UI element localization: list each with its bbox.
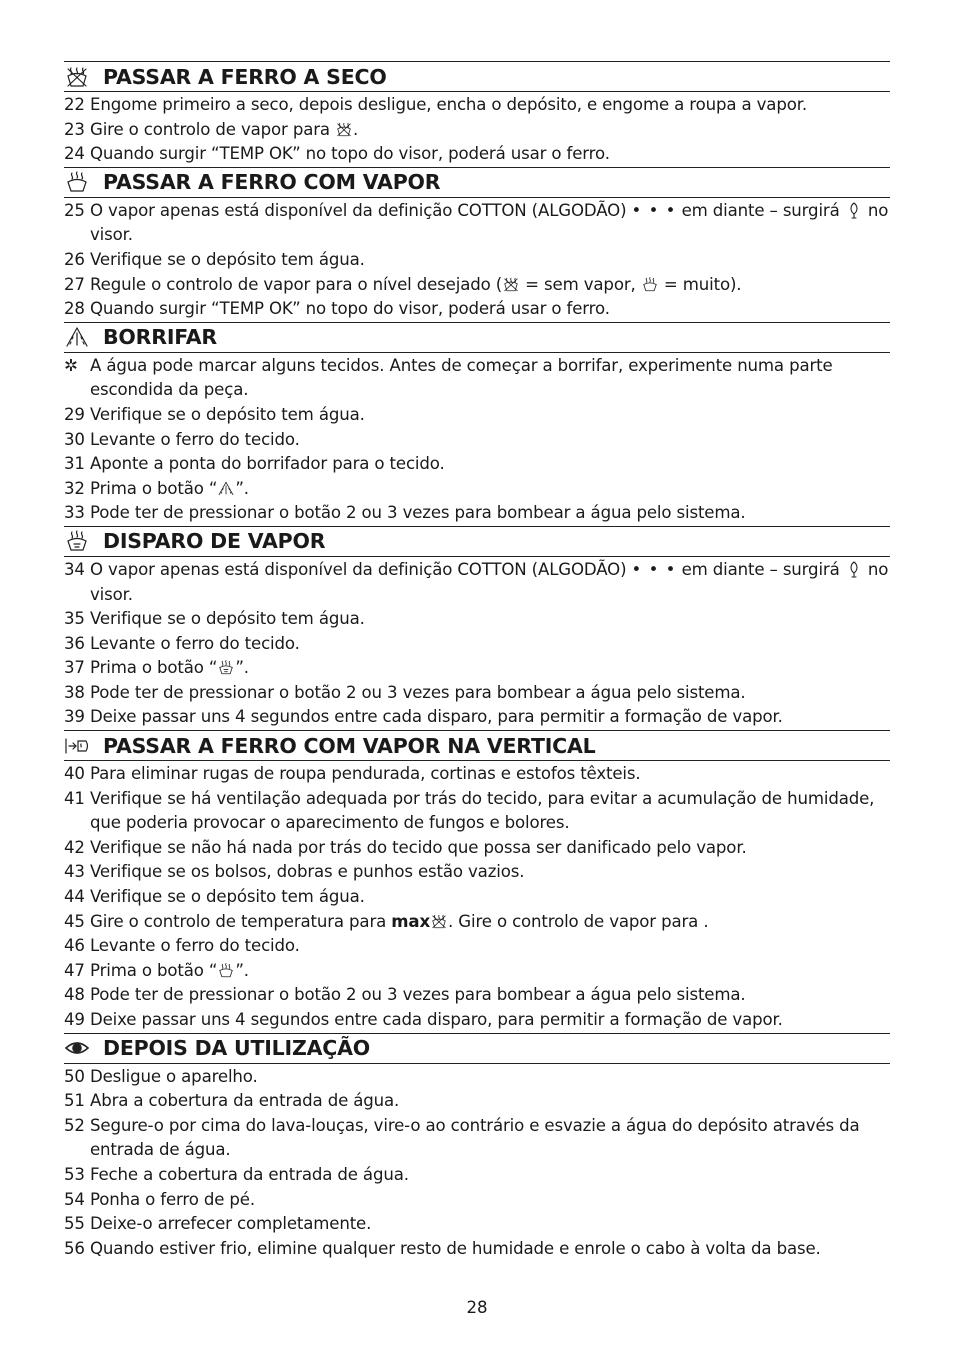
section-heading xyxy=(64,322,890,353)
text-segment: Prima o botão “ xyxy=(90,478,218,498)
instruction-list xyxy=(64,92,890,167)
item-text: Para eliminar rugas de roupa pendurada, cortinas e estofos têxteis. xyxy=(90,764,641,784)
list-item xyxy=(64,199,890,248)
list-item xyxy=(64,762,890,787)
text-segment: Prima o botão “ xyxy=(90,960,218,980)
text-segment: Regule o controlo de vapor para o nível desejado ( xyxy=(90,274,503,294)
item-number: 36 xyxy=(64,633,85,653)
text-segment: = sem vapor, xyxy=(520,274,641,294)
shot-steam-icon xyxy=(217,659,235,676)
section-heading xyxy=(64,526,890,557)
item-text: Quando surgir “TEMP OK” no topo do visor, poderá usar o ferro. xyxy=(90,144,610,164)
item-number: 22 xyxy=(64,95,85,114)
item-number: 33 xyxy=(64,503,85,523)
item-number: 39 xyxy=(64,707,85,727)
item-text: Verifique se há ventilação adequada por trás do tecido, para evitar a acumulação de humidade, que poderia provocar o aparecimento de fungos e bolores. xyxy=(90,788,875,833)
item-number: 32 xyxy=(64,478,85,498)
item-number: 45 xyxy=(64,911,85,931)
item-text: Verifique se o depósito tem água. xyxy=(90,249,365,269)
eye-icon xyxy=(64,1037,90,1059)
text-segment: . xyxy=(703,911,709,931)
list-item xyxy=(64,452,890,477)
instruction-list xyxy=(64,353,890,526)
item-number: 56 xyxy=(64,1238,85,1258)
list-item xyxy=(64,705,890,730)
no-steam-icon xyxy=(430,913,448,930)
item-number: 38 xyxy=(64,682,85,702)
list-item xyxy=(64,1008,890,1033)
item-text: Deixe passar uns 4 segundos entre cada disparo, para permitir a formação de vapor. xyxy=(90,1010,783,1029)
list-item xyxy=(64,910,890,935)
item-number: 42 xyxy=(64,837,85,857)
section-heading xyxy=(64,730,890,761)
list-item xyxy=(64,558,890,607)
list-item xyxy=(64,501,890,526)
text-segment: no visor. xyxy=(90,559,889,604)
item-text: Verifique se o depósito tem água. xyxy=(90,404,365,424)
section-heading-text: BORRIFAR xyxy=(103,325,217,350)
item-text xyxy=(90,558,890,607)
list-item xyxy=(64,959,890,984)
item-number: 53 xyxy=(64,1164,85,1184)
section-heading xyxy=(64,167,890,198)
item-number: 52 xyxy=(64,1115,85,1135)
list-item xyxy=(64,1212,890,1237)
item-text: Desligue o aparelho. xyxy=(90,1066,258,1086)
list-item xyxy=(64,1089,890,1114)
bold-text: max xyxy=(391,911,431,931)
section-heading-text: PASSAR A FERRO COM VAPOR NA VERTICAL xyxy=(103,733,596,758)
instruction-list xyxy=(64,1064,890,1262)
item-text xyxy=(90,477,890,502)
text-segment: = muito). xyxy=(658,274,742,294)
item-text: Levante o ferro do tecido. xyxy=(90,936,300,956)
item-number: 24 xyxy=(64,144,85,164)
item-number: 47 xyxy=(64,960,85,980)
document-page xyxy=(64,61,890,1261)
text-segment: Prima o botão “ xyxy=(90,658,218,678)
item-number: 48 xyxy=(64,985,85,1005)
item-number: 25 xyxy=(64,200,85,220)
list-item xyxy=(64,681,890,706)
item-text xyxy=(90,118,890,143)
text-segment: ”. xyxy=(235,478,249,498)
item-text: Aponte a ponta do borrifador para o tecido. xyxy=(90,454,445,474)
text-segment: no visor. xyxy=(90,200,889,245)
item-number: ✲ xyxy=(64,355,78,375)
item-number: 27 xyxy=(64,274,85,294)
item-number: 54 xyxy=(64,1189,85,1209)
no-steam-icon xyxy=(335,121,353,138)
item-text: Deixe-o arrefecer completamente. xyxy=(90,1214,372,1234)
item-text: Ponha o ferro de pé. xyxy=(90,1189,255,1209)
item-text: Levante o ferro do tecido. xyxy=(90,429,300,449)
item-text: A água pode marcar alguns tecidos. Antes de começar a borrifar, experimente numa parte escondida da peça. xyxy=(90,355,833,400)
text-segment: . Gire o controlo de vapor para xyxy=(448,911,704,931)
item-number: 26 xyxy=(64,249,85,269)
item-number: 49 xyxy=(64,1010,85,1029)
list-item xyxy=(64,354,890,403)
item-number: 40 xyxy=(64,764,85,784)
section-heading xyxy=(64,61,890,92)
list-item xyxy=(64,836,890,861)
list-item xyxy=(64,1237,890,1262)
item-number: 30 xyxy=(64,429,85,449)
item-number: 31 xyxy=(64,454,85,474)
item-text: Quando surgir “TEMP OK” no topo do visor, poderá usar o ferro. xyxy=(90,299,610,319)
list-item xyxy=(64,118,890,143)
item-number: 23 xyxy=(64,119,85,139)
list-item xyxy=(64,632,890,657)
list-item xyxy=(64,403,890,428)
list-item xyxy=(64,273,890,298)
item-text xyxy=(90,656,890,681)
item-text: Deixe passar uns 4 segundos entre cada disparo, para permitir a formação de vapor. xyxy=(90,707,783,727)
list-item xyxy=(64,1163,890,1188)
item-text: Segure-o por cima do lava-louças, vire-o ao contrário e esvazie a água do depósito através da entrada de água. xyxy=(90,1115,860,1160)
item-text xyxy=(90,273,890,298)
instruction-list xyxy=(64,761,890,1033)
text-segment: ”. xyxy=(235,960,249,980)
list-item xyxy=(64,983,890,1008)
item-number: 43 xyxy=(64,862,85,882)
section-heading-text: PASSAR A FERRO COM VAPOR xyxy=(103,170,441,195)
vertical-steam-icon xyxy=(64,735,90,757)
instruction-list xyxy=(64,198,890,322)
item-number: 34 xyxy=(64,559,85,579)
text-segment: Gire o controlo de vapor para xyxy=(90,119,336,139)
list-item xyxy=(64,477,890,502)
list-item xyxy=(64,142,890,167)
steam-indicator-icon xyxy=(845,561,863,578)
page-number: 28 xyxy=(466,1298,488,1317)
item-text: Verifique se os bolsos, dobras e punhos estão vazios. xyxy=(90,862,525,882)
list-item xyxy=(64,860,890,885)
item-text: Pode ter de pressionar o botão 2 ou 3 vezes para bombear a água pelo sistema. xyxy=(90,985,746,1005)
no-steam-icon xyxy=(502,276,520,293)
list-item xyxy=(64,1114,890,1163)
section-heading-text: DEPOIS DA UTILIZAÇÃO xyxy=(103,1036,371,1061)
list-item xyxy=(64,428,890,453)
list-item xyxy=(64,93,890,118)
item-text: Abra a cobertura da entrada de água. xyxy=(90,1091,400,1111)
item-text xyxy=(90,199,890,248)
item-text: Pode ter de pressionar o botão 2 ou 3 vezes para bombear a água pelo sistema. xyxy=(90,682,746,702)
item-number: 41 xyxy=(64,788,85,808)
item-number: 35 xyxy=(64,609,85,629)
item-number: 51 xyxy=(64,1091,85,1111)
item-text: Levante o ferro do tecido. xyxy=(90,633,300,653)
item-number: 46 xyxy=(64,936,85,956)
list-item xyxy=(64,885,890,910)
item-text: Verifique se o depósito tem água. xyxy=(90,887,365,907)
steam-icon xyxy=(641,276,659,293)
steam-icon xyxy=(217,962,235,979)
instruction-list xyxy=(64,557,890,730)
list-item xyxy=(64,248,890,273)
text-segment: O vapor apenas está disponível da definição COTTON (ALGODÃO) xyxy=(90,559,632,579)
item-text: Verifique se não há nada por trás do tecido que possa ser danificado pelo vapor. xyxy=(90,837,747,857)
item-text: Engome primeiro a seco, depois desligue, encha o depósito, e engome a roupa a vapor. xyxy=(90,95,807,114)
spray-icon xyxy=(64,326,90,348)
text-segment: em diante – surgirá xyxy=(676,559,845,579)
list-item xyxy=(64,656,890,681)
item-number: 28 xyxy=(64,299,85,319)
text-segment: em diante – surgirá xyxy=(676,200,845,220)
text-segment: ”. xyxy=(235,658,249,678)
list-item xyxy=(64,607,890,632)
list-item xyxy=(64,1065,890,1090)
item-text: Pode ter de pressionar o botão 2 ou 3 vezes para bombear a água pelo sistema. xyxy=(90,503,746,523)
no-steam-icon xyxy=(64,66,90,88)
item-text: Verifique se o depósito tem água. xyxy=(90,609,365,629)
list-item xyxy=(64,787,890,836)
text-segment: Gire o controlo de temperatura para xyxy=(90,911,392,931)
list-item xyxy=(64,297,890,322)
item-text: Feche a cobertura da entrada de água. xyxy=(90,1164,409,1184)
shot-steam-icon xyxy=(64,530,90,552)
section-heading-text: DISPARO DE VAPOR xyxy=(103,529,326,554)
item-text xyxy=(90,959,890,984)
item-text: Quando estiver frio, elimine qualquer resto de humidade e enrole o cabo à volta da base. xyxy=(90,1238,821,1258)
item-number: 29 xyxy=(64,404,85,424)
steam-indicator-icon xyxy=(845,202,863,219)
section-heading xyxy=(64,1033,890,1064)
spray-icon xyxy=(217,480,235,497)
temperature-dots: • • • xyxy=(631,559,677,579)
text-segment: . xyxy=(353,119,359,139)
item-text xyxy=(90,910,890,935)
steam-icon xyxy=(64,171,90,193)
text-segment: O vapor apenas está disponível da definição COTTON (ALGODÃO) xyxy=(90,200,632,220)
section-heading-text: PASSAR A FERRO A SECO xyxy=(103,64,387,89)
item-number: 37 xyxy=(64,658,85,678)
item-number: 50 xyxy=(64,1066,85,1086)
list-item xyxy=(64,934,890,959)
temperature-dots: • • • xyxy=(631,200,677,220)
item-number: 55 xyxy=(64,1214,85,1234)
item-number: 44 xyxy=(64,887,85,907)
list-item xyxy=(64,1188,890,1213)
